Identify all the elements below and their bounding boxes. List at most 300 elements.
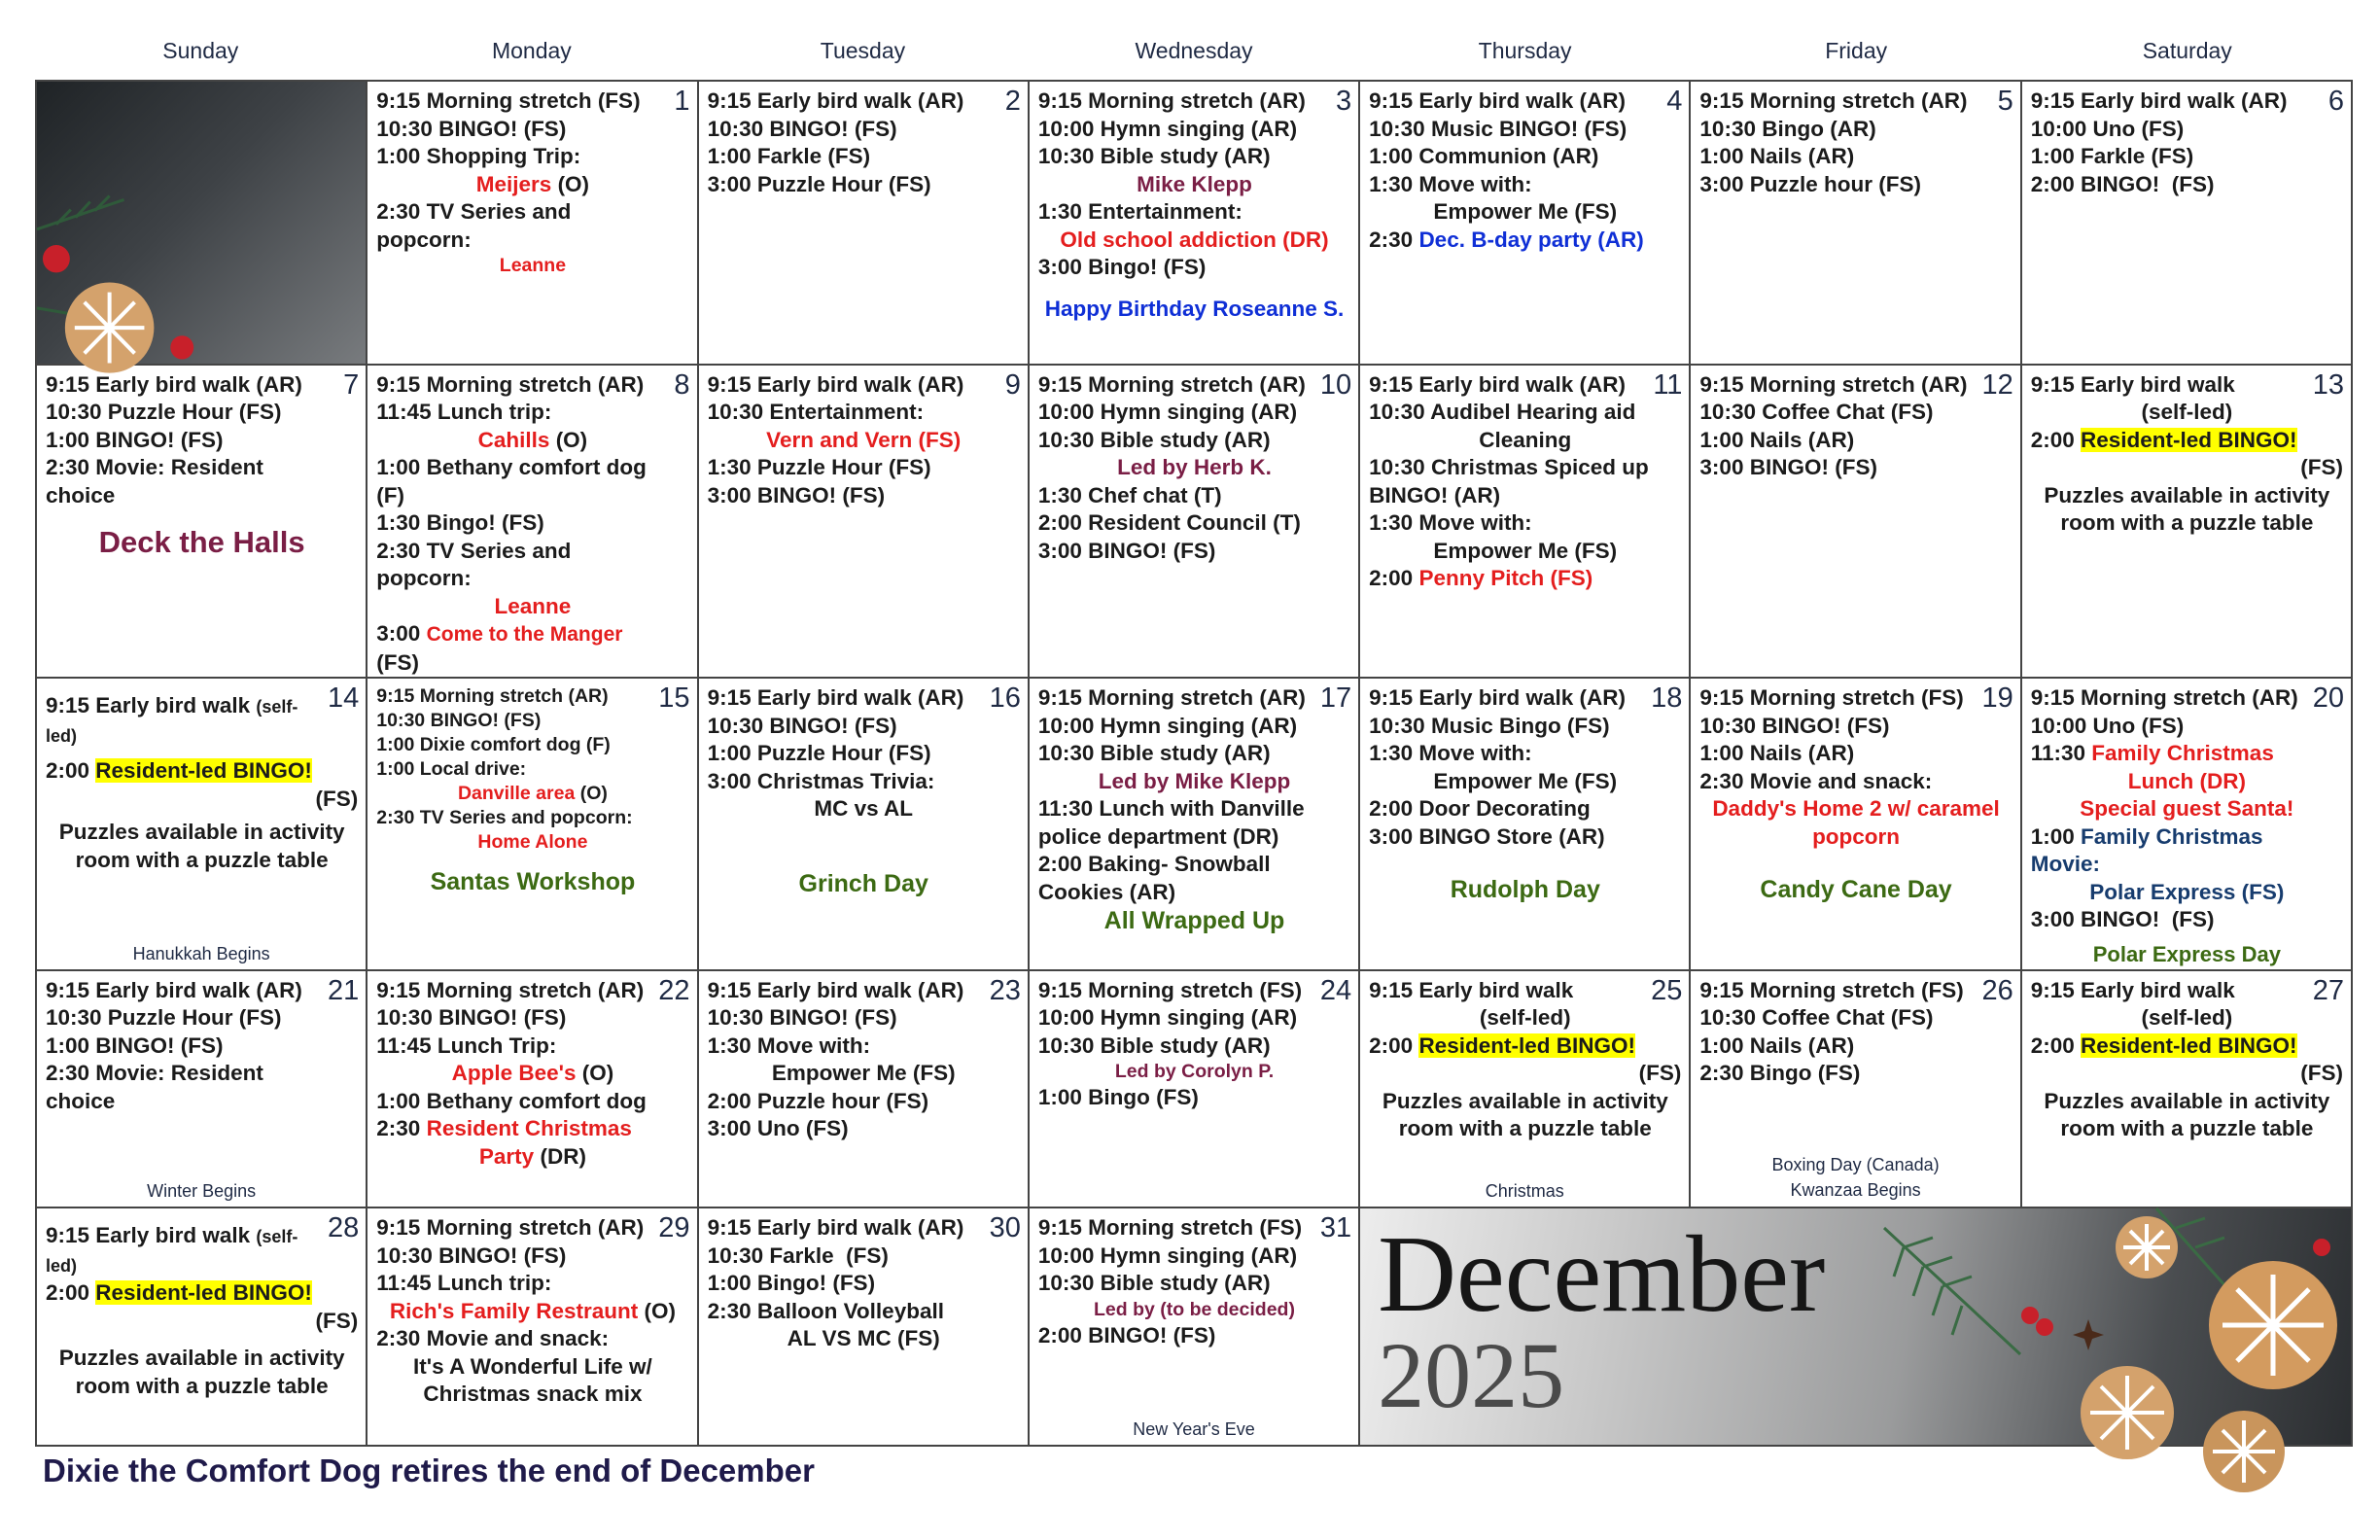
event-line: 3:00 Bingo! (FS)	[1037, 255, 1207, 279]
event-detail: It's A Wonderful Life w/ Christmas snack mix	[413, 1353, 659, 1407]
day-cell-10	[1030, 366, 1360, 680]
event-line: 3:00 Puzzle Hour (FS)	[707, 171, 931, 196]
event-line: 1:00 Nails (AR)	[1699, 741, 1855, 766]
event-line: Empower Me (FS)	[1433, 538, 1618, 563]
event-line: 3:00 BINGO! (FS)	[2030, 907, 2215, 932]
event-line	[1369, 565, 1652, 593]
event-time: 2:00	[46, 758, 96, 784]
event-title: 9:15 Early bird walk	[46, 1223, 257, 1248]
event-line: 1:30 Move with:	[1369, 741, 1532, 766]
weekday-saturday: Saturday	[2142, 38, 2232, 63]
event-line: 9:15 Early bird walk	[1369, 977, 1574, 1002]
event-detail: Special guest Santa!	[2080, 796, 2294, 822]
event-line: 10:00 Hymn singing (AR)	[1037, 116, 1298, 141]
event-line: 2:30 TV Series and popcorn:	[376, 199, 578, 252]
event-highlight: Dec. B-day party (AR)	[1418, 227, 1644, 252]
event-location: (FS)	[376, 621, 629, 675]
event-line	[46, 1222, 329, 1279]
event-line: 10:30 Audibel Hearing aid	[1369, 400, 1636, 425]
day-number: 15	[658, 682, 690, 715]
event-leader: Led by (to be decided)	[1094, 1298, 1295, 1320]
event-line: Empower Me (FS)	[1433, 199, 1618, 224]
event-line: 10:30 Farkle (FS)	[707, 1242, 889, 1268]
event-line: 10:30 BINGO! (FS)	[376, 1005, 567, 1031]
event-line	[2031, 1032, 2314, 1061]
day-number: 23	[989, 974, 1021, 1006]
event-line: (self-led)	[2141, 1005, 2233, 1031]
day-theme: Deck the Halls	[98, 525, 305, 560]
event-line: 9:15 Morning stretch (AR)	[1037, 685, 1306, 711]
day-number: 11	[1653, 368, 1683, 401]
event-line: 1:30 Move with:	[1369, 171, 1532, 196]
event-line: 3:00 Puzzle hour (FS)	[1699, 171, 1921, 196]
day-number: 1	[674, 86, 690, 117]
event-destination: Rich's Family Restraunt	[389, 1298, 639, 1323]
event-line: Empower Me (FS)	[1433, 768, 1618, 793]
event-line: 2:30 TV Series and popcorn:	[376, 538, 578, 591]
event-line: 9:15 Morning stretch (AR)	[376, 685, 609, 708]
puzzle-note: Puzzles available in activity room with a puzzle table	[1382, 1088, 1674, 1141]
highlighted-event: Resident-led BINGO!	[2081, 427, 2297, 452]
event-location: (O)	[576, 1061, 614, 1086]
day-number: 7	[343, 368, 360, 401]
day-number: 24	[1319, 974, 1352, 1006]
event-line	[46, 757, 329, 786]
day-theme: Santas Workshop	[430, 868, 636, 896]
event-line: 10:00 Hymn singing (AR)	[1037, 400, 1298, 425]
day-cell-6	[2022, 82, 2353, 366]
event-qualifier: (self-led)	[46, 697, 298, 746]
holiday-note	[1691, 1152, 2019, 1203]
day-cell-18	[1360, 679, 1691, 971]
calendar-grid	[35, 80, 2353, 1447]
event-line: 1:00 Bethany comfort dog (F)	[376, 455, 653, 508]
day-cell-29	[368, 1208, 698, 1447]
event-qualifier: (self-led)	[46, 1227, 298, 1276]
event-line: 2:30 TV Series and popcorn:	[376, 807, 633, 829]
event-line: 9:15 Morning stretch (AR)	[1037, 88, 1306, 113]
event-line: 1:30 Chef chat (T)	[1037, 482, 1222, 508]
event-time: 3:00	[376, 621, 427, 647]
puzzle-note: Puzzles available in activity room with a puzzle table	[2044, 1088, 2336, 1141]
event-line: 2:30 Bingo (FS)	[1699, 1061, 1861, 1086]
day-cell-14	[37, 679, 368, 971]
event-line: 9:15 Early bird walk (AR)	[707, 371, 964, 397]
event-line	[2031, 823, 2314, 879]
event-line: 10:30 Christmas Spiced up BINGO! (AR)	[1369, 455, 1656, 508]
event-time: 2:00	[1369, 566, 1419, 591]
footer-announcement: Dixie the Comfort Dog retires the end of December	[43, 1452, 815, 1488]
month-banner	[1360, 1208, 2353, 1447]
day-cell-27	[2022, 971, 2353, 1209]
event-line	[46, 1279, 329, 1308]
event-line: 10:30 Bingo (AR)	[1699, 116, 1876, 141]
event-line: 9:15 Morning stretch (FS)	[1699, 977, 1964, 1002]
event-line: 3:00 BINGO Store (AR)	[1369, 823, 1605, 849]
event-line	[376, 1298, 688, 1326]
event-time: 2:00	[46, 1280, 96, 1306]
day-number: 2	[1004, 86, 1021, 117]
event-time: 1:00	[2030, 823, 2081, 849]
event-highlight: Family Christmas Movie:	[2030, 823, 2269, 877]
event-line: 10:30 BINGO! (FS)	[376, 116, 567, 141]
day-number: 20	[2312, 682, 2344, 715]
event-time: 2:30	[376, 1116, 427, 1141]
event-time: 2:00	[2030, 1032, 2081, 1058]
event-line: 9:15 Morning stretch (AR)	[376, 1215, 645, 1241]
day-number: 17	[1319, 682, 1352, 715]
event-line: 10:30 Music Bingo (FS)	[1369, 713, 1610, 738]
day-cell-28	[37, 1208, 368, 1447]
event-leader: Mike Klepp	[1137, 171, 1252, 196]
day-cell-26	[1691, 971, 2021, 1209]
holiday-note: New Year's Eve	[1133, 1419, 1255, 1439]
day-cell-21	[37, 971, 368, 1209]
event-location: (FS)	[1638, 1061, 1682, 1086]
event-line: (self-led)	[1479, 1005, 1571, 1031]
event-title: 9:15 Early bird walk	[46, 693, 257, 718]
event-detail: Old school addiction (DR)	[1060, 227, 1329, 252]
event-line	[2031, 427, 2314, 455]
event-line: 3:00 Christmas Trivia:	[707, 768, 935, 793]
year-title: 2025	[1378, 1323, 1565, 1428]
event-line: 10:30 BINGO! (FS)	[376, 1242, 567, 1268]
event-line: 2:30 Movie and snack:	[1699, 768, 1933, 793]
event-line: 2:00 BINGO! (FS)	[2030, 171, 2215, 196]
weekday-friday: Friday	[1825, 38, 1888, 63]
event-line: 1:00 Dixie comfort dog (F)	[376, 734, 611, 756]
event-highlight: Family Christmas	[2091, 741, 2274, 766]
event-line: Empower Me (FS)	[771, 1061, 956, 1086]
day-cell-1	[368, 82, 698, 366]
event-line: 11:45 Lunch trip:	[376, 400, 552, 425]
event-line: 9:15 Early bird walk (AR)	[46, 977, 302, 1002]
event-line: 11:45 Lunch trip:	[376, 1271, 552, 1296]
event-line: 1:00 BINGO! (FS)	[46, 427, 224, 452]
day-cell-3	[1030, 82, 1360, 366]
event-location: (FS)	[315, 786, 359, 811]
event-line: 10:30 BINGO! (FS)	[376, 710, 542, 732]
event-line: 9:15 Early bird walk	[2030, 371, 2235, 397]
event-detail: Home Alone	[477, 831, 588, 854]
event-line: 9:15 Early bird walk	[2030, 977, 2235, 1002]
day-cell-22	[368, 971, 698, 1209]
event-line: 10:00 Uno (FS)	[2030, 116, 2185, 141]
event-location: (FS)	[2300, 455, 2343, 480]
event-highlight: Penny Pitch (FS)	[1418, 566, 1593, 591]
event-detail: Vern and Vern (FS)	[766, 427, 962, 452]
event-line: 10:30 Music BINGO! (FS)	[1369, 116, 1628, 141]
event-line: 9:15 Morning stretch (AR)	[1699, 371, 1968, 397]
event-line: 9:15 Early bird walk (AR)	[707, 685, 964, 711]
event-detail: Daddy's Home 2 w/ caramel popcorn	[1712, 796, 2007, 849]
event-destination: Apple Bee's	[451, 1061, 577, 1086]
event-line: 2:00 Baking- Snowball Cookies (AR)	[1037, 852, 1277, 904]
holiday-note: Winter Begins	[147, 1181, 257, 1202]
event-line: 2:30 Movie: Resident choice	[46, 455, 270, 508]
day-number: 5	[1997, 86, 2013, 117]
day-number: 22	[658, 974, 690, 1006]
day-cell-4	[1360, 82, 1691, 366]
event-line	[1369, 1032, 1652, 1061]
event-line: 1:00 Farkle (FS)	[707, 144, 871, 168]
day-number: 4	[1666, 86, 1683, 117]
event-line: 10:30 Puzzle Hour (FS)	[46, 1005, 282, 1031]
event-line: 3:00 BINGO! (FS)	[1037, 538, 1216, 563]
holiday-note: Hanukkah Begins	[132, 943, 270, 963]
event-location: (DR)	[534, 1143, 586, 1169]
day-cell-25	[1360, 971, 1691, 1209]
day-number: 28	[328, 1212, 360, 1244]
event-line: 9:15 Morning stretch (AR)	[2030, 685, 2298, 711]
event-time: 2:30	[1369, 227, 1419, 252]
event-line: MC vs AL	[814, 796, 914, 822]
day-cell-2	[699, 82, 1030, 366]
event-line: 1:00 Communion (AR)	[1369, 144, 1599, 168]
weekday-wednesday: Wednesday	[1135, 38, 1253, 63]
holiday-note: Christmas	[1485, 1181, 1564, 1202]
event-location: (O)	[575, 783, 608, 805]
event-line: 9:15 Early bird walk (AR)	[707, 88, 964, 113]
event-line: 10:30 BINGO! (FS)	[707, 1005, 897, 1031]
day-number: 16	[989, 682, 1021, 715]
event-line	[376, 427, 688, 455]
event-line: 10:30 Bible study (AR)	[1037, 741, 1271, 766]
puzzle-note: Puzzles available in activity room with a puzzle table	[58, 820, 351, 872]
day-theme: Rudolph Day	[1450, 876, 1600, 904]
event-line: 11:45 Lunch Trip:	[376, 1032, 557, 1058]
day-number: 29	[658, 1212, 690, 1244]
day-number: 26	[1981, 974, 2013, 1006]
day-number: 13	[2312, 368, 2344, 401]
weekday-header-row	[35, 29, 2353, 72]
event-line: 11:30 Lunch with Danville police department (DR)	[1037, 796, 1311, 849]
gingerbread-cookies-icon	[1865, 1208, 2351, 1482]
event-highlight: Come to the Manger	[426, 623, 623, 647]
event-line	[376, 620, 659, 677]
weekday-sunday: Sunday	[162, 38, 239, 63]
event-line: 1:30 Bingo! (FS)	[376, 510, 544, 536]
day-number: 30	[989, 1212, 1021, 1244]
event-line: 9:15 Morning stretch (AR)	[1037, 371, 1306, 397]
event-line: 10:30 Bible study (AR)	[1037, 1032, 1271, 1058]
event-line: (self-led)	[2141, 400, 2233, 425]
event-line	[376, 1115, 659, 1143]
event-line	[46, 692, 329, 750]
event-line	[376, 1060, 688, 1088]
day-number: 6	[2328, 86, 2344, 117]
event-line	[376, 782, 688, 806]
event-line: 3:00 BINGO! (FS)	[1699, 455, 1877, 480]
event-line: 9:15 Morning stretch (AR)	[1699, 88, 1968, 113]
day-number: 27	[2312, 974, 2344, 1006]
day-number: 12	[1981, 368, 2013, 401]
day-number: 21	[328, 974, 360, 1006]
event-line: 1:00 Bethany comfort dog	[376, 1088, 647, 1113]
event-line: 10:30 Bible study (AR)	[1037, 1271, 1271, 1296]
event-line: 10:30 BINGO! (FS)	[707, 116, 897, 141]
highlighted-event: Resident-led BINGO!	[2081, 1032, 2297, 1058]
event-line: 10:00 Hymn singing (AR)	[1037, 1242, 1298, 1268]
event-line: 10:00 Hymn singing (AR)	[1037, 713, 1298, 738]
event-line: 1:30 Move with:	[1369, 510, 1532, 536]
day-theme: Polar Express Day	[2092, 941, 2281, 966]
event-line: 1:30 Puzzle Hour (FS)	[707, 455, 931, 480]
day-cell-7	[37, 366, 368, 680]
event-line: 1:00 Farkle (FS)	[2030, 144, 2194, 168]
day-theme: All Wrapped Up	[1103, 907, 1285, 935]
event-line: 9:15 Morning stretch (FS)	[376, 88, 641, 113]
day-cell-24	[1030, 971, 1360, 1209]
day-number: 18	[1651, 682, 1683, 715]
event-line: 1:00 Bingo (FS)	[1037, 1085, 1199, 1110]
event-destination: Cahills	[477, 427, 550, 452]
day-cell-15	[368, 679, 698, 971]
day-cell-13	[2022, 366, 2353, 680]
event-location: (FS)	[2300, 1061, 2343, 1086]
highlighted-event: Resident-led BINGO!	[1418, 1032, 1635, 1058]
event-detail: Leanne	[499, 255, 567, 276]
event-line: 1:30 Move with:	[707, 1032, 871, 1058]
day-number: 19	[1981, 682, 2013, 715]
day-number: 31	[1319, 1212, 1352, 1244]
event-highlight: Party	[478, 1143, 535, 1169]
day-number: 25	[1651, 974, 1683, 1006]
event-line	[376, 171, 688, 199]
event-detail: Leanne	[494, 593, 572, 618]
event-line: 1:00 Nails (AR)	[1699, 427, 1855, 452]
event-line	[376, 1143, 688, 1172]
event-line: 10:30 Bible study (AR)	[1037, 427, 1271, 452]
event-line: 9:15 Early bird walk (AR)	[707, 1215, 964, 1241]
weekday-tuesday: Tuesday	[820, 38, 906, 63]
event-line: 1:00 Local drive:	[376, 758, 527, 781]
event-line: 10:30 Entertainment:	[707, 400, 925, 425]
event-leader: Led by Corolyn P.	[1114, 1061, 1275, 1083]
day-theme: Grinch Day	[798, 869, 928, 897]
day-cell-23	[699, 971, 1030, 1209]
event-line: 9:15 Early bird walk (AR)	[2030, 88, 2288, 113]
event-line: 2:00 Resident Council (T)	[1037, 510, 1301, 536]
event-line: 9:15 Early bird walk (AR)	[707, 977, 964, 1002]
event-line: 2:30 Balloon Volleyball	[707, 1298, 944, 1323]
event-line: AL VS MC (FS)	[787, 1326, 940, 1351]
puzzle-note: Puzzles available in activity room with a puzzle table	[58, 1346, 351, 1398]
highlighted-event: Resident-led BINGO!	[95, 1280, 312, 1306]
event-line	[2031, 740, 2314, 768]
day-cell-19	[1691, 679, 2021, 971]
weekday-thursday: Thursday	[1478, 38, 1572, 63]
event-line: 9:15 Morning stretch (FS)	[1037, 977, 1303, 1002]
event-line: 2:00 Puzzle hour (FS)	[707, 1088, 929, 1113]
month-title: December	[1378, 1214, 1826, 1336]
day-number: 8	[674, 368, 690, 401]
event-line: 3:00 BINGO! (FS)	[707, 482, 886, 508]
puzzle-note: Puzzles available in activity room with a puzzle table	[2044, 482, 2336, 536]
day-cell-30	[699, 1208, 1030, 1447]
event-time: 11:30	[2030, 741, 2092, 766]
event-line: 1:00 Nails (AR)	[1699, 144, 1855, 168]
weekday-monday: Monday	[491, 38, 572, 63]
event-time: 2:00	[2030, 427, 2081, 452]
event-time: 2:00	[1369, 1032, 1419, 1058]
event-location: (FS)	[315, 1308, 359, 1333]
event-line: 2:00 BINGO! (FS)	[1037, 1322, 1216, 1348]
event-line: 2:00 Door Decorating	[1369, 796, 1591, 822]
day-number: 9	[1004, 368, 1021, 401]
event-line: 9:15 Early bird walk (AR)	[1369, 88, 1626, 113]
highlighted-event: Resident-led BINGO!	[95, 758, 312, 784]
day-cell-31	[1030, 1208, 1360, 1447]
event-line: 1:00 BINGO! (FS)	[46, 1032, 224, 1058]
event-line: 10:30 Coffee Chat (FS)	[1699, 400, 1934, 425]
event-location: (O)	[549, 427, 588, 452]
event-detail: Polar Express (FS)	[2089, 879, 2285, 904]
event-line: 10:30 Coffee Chat (FS)	[1699, 1005, 1934, 1031]
event-line: 9:15 Morning stretch (AR)	[376, 977, 645, 1002]
event-line: 10:30 Bible study (AR)	[1037, 144, 1271, 168]
event-line: 9:15 Morning stretch (AR)	[376, 371, 645, 397]
event-line: 9:15 Morning stretch (FS)	[1699, 685, 1964, 711]
event-line: 1:00 Shopping Trip:	[376, 144, 581, 168]
event-line: 1:00 Bingo! (FS)	[707, 1271, 876, 1296]
event-line: 9:15 Early bird walk (AR)	[1369, 685, 1626, 711]
event-line: 1:00 Puzzle Hour (FS)	[707, 741, 931, 766]
event-line: 9:15 Early bird walk (AR)	[46, 371, 302, 397]
event-location: (O)	[638, 1298, 676, 1323]
event-highlight: Resident Christmas	[426, 1116, 632, 1141]
day-theme: Candy Cane Day	[1760, 876, 1952, 904]
event-line: 2:30 Movie and snack:	[376, 1326, 610, 1351]
holiday-decoration-image	[37, 82, 368, 366]
day-number: 10	[1319, 368, 1352, 401]
day-number: 14	[328, 682, 360, 715]
event-line: 1:00 Nails (AR)	[1699, 1032, 1855, 1058]
day-number: 3	[1336, 86, 1352, 117]
day-cell-12	[1691, 366, 2021, 680]
event-line: 3:00 Uno (FS)	[707, 1116, 849, 1141]
event-detail: Lunch (DR)	[2127, 768, 2246, 793]
event-line: 2:30 Movie: Resident choice	[46, 1061, 270, 1113]
day-cell-20	[2022, 679, 2353, 971]
event-line: 10:30 BINGO! (FS)	[1699, 713, 1890, 738]
event-line	[1369, 227, 1652, 255]
day-cell-17	[1030, 679, 1360, 971]
cookie-ornament-icon	[37, 82, 366, 364]
event-line: 9:15 Morning stretch (FS)	[1037, 1215, 1303, 1241]
day-cell-5	[1691, 82, 2021, 366]
day-cell-16	[699, 679, 1030, 971]
event-destination: Meijers	[475, 171, 552, 196]
event-leader: Led by Mike Klepp	[1098, 768, 1291, 793]
event-line: 10:00 Uno (FS)	[2030, 713, 2185, 738]
event-line: 10:30 BINGO! (FS)	[707, 713, 897, 738]
holiday-note-boxing-day: Boxing Day (Canada)	[1771, 1155, 1940, 1175]
event-line: 10:30 Puzzle Hour (FS)	[46, 400, 282, 425]
event-line: 10:00 Hymn singing (AR)	[1037, 1005, 1298, 1031]
day-cell-11	[1360, 366, 1691, 680]
day-cell-9	[699, 366, 1030, 680]
event-destination: Danville area	[457, 783, 576, 805]
birthday-note: Happy Birthday Roseanne S.	[1044, 296, 1345, 321]
event-line: Cleaning	[1479, 427, 1572, 452]
event-leader: Led by Herb K.	[1117, 455, 1272, 480]
event-location: (O)	[551, 171, 590, 196]
event-line: 1:30 Entertainment:	[1037, 199, 1242, 224]
holiday-note-kwanzaa: Kwanzaa Begins	[1790, 1180, 1921, 1201]
day-cell-8	[368, 366, 698, 680]
event-line: 9:15 Early bird walk (AR)	[1369, 371, 1626, 397]
